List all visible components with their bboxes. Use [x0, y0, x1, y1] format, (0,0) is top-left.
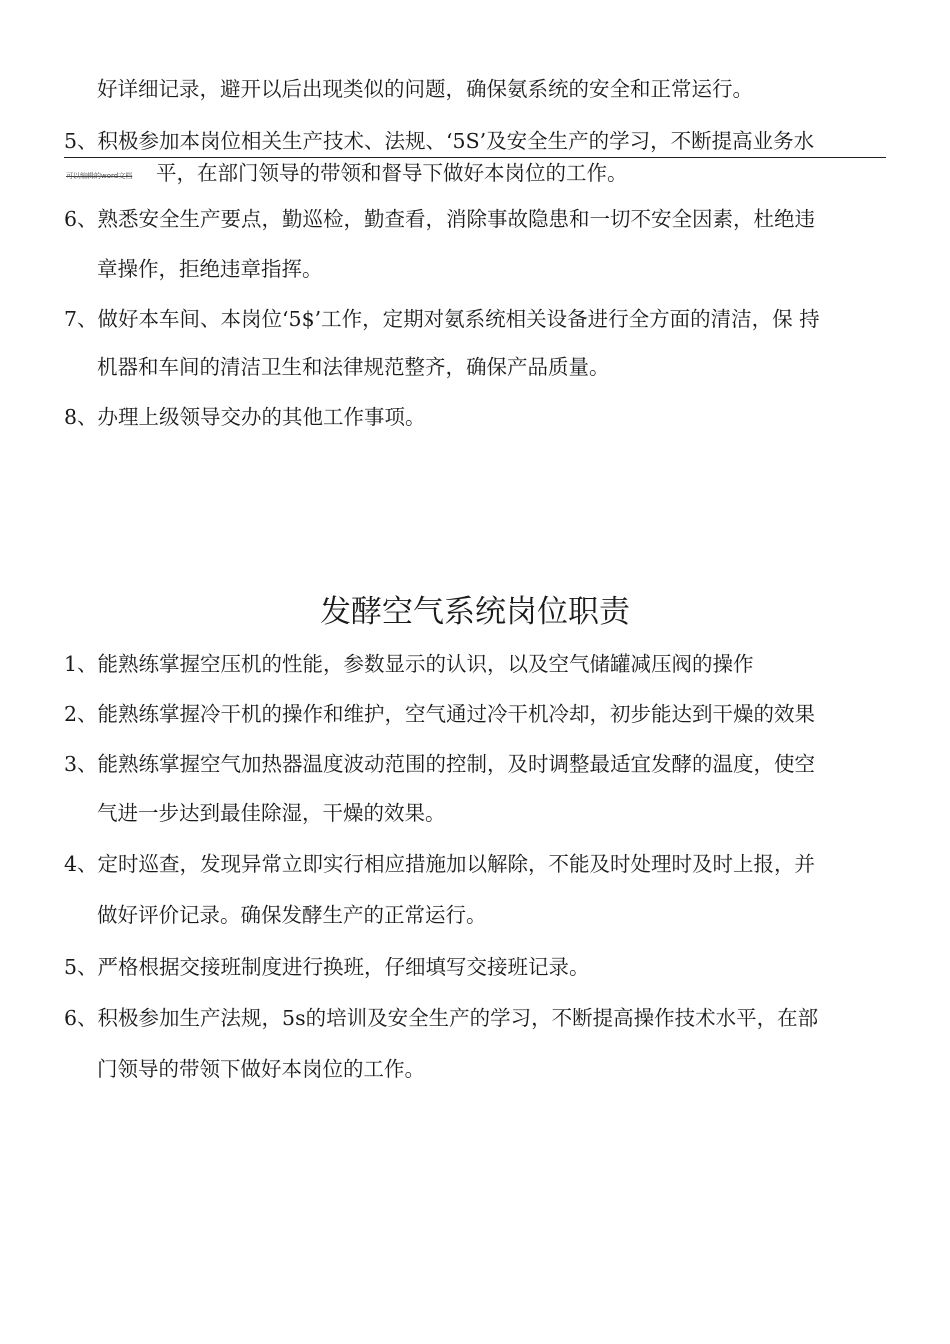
continuation-line: 好详细记录，避开以后出现类似的问题，确保氨系统的安全和正常运行。	[97, 77, 753, 101]
section-title: 发酵空气系统岗位职责	[320, 594, 630, 630]
list-item-5-line1: 5、积极参加本岗位相关生产技术、法规、‘5S’及安全生产的学习，不断提高业务水	[64, 129, 815, 153]
duty-item-6-line2: 门领导的带领下做好本岗位的工作。	[97, 1057, 425, 1081]
duty-item-3-line1: 3、能熟练掌握空气加热器温度波动范围的控制，及时调整最适宜发酵的温度，使空	[64, 752, 816, 776]
duty-item-2: 2、能熟练掌握冷干机的操作和维护，空气通过冷干机冷却，初步能达到干燥的效果	[64, 702, 816, 726]
duty-item-4-line1: 4、定时巡查，发现异常立即实行相应措施加以解除，不能及时处理时及时上报，并	[64, 852, 816, 876]
list-item-7-line1: 7、做好本车间、本岗位‘5$’工作，定期对氨系统相关设备进行全方面的清洁，保 持	[64, 307, 820, 331]
list-item-8-line1: 8、办理上级领导交办的其他工作事项。	[64, 405, 426, 429]
watermark-text: 可以编辑的word文档	[66, 172, 133, 180]
header-rule	[64, 157, 886, 158]
duty-item-1: 1、能熟练掌握空压机的性能，参数显示的认识，以及空气储罐减压阀的操作	[64, 652, 754, 676]
list-item-6-line1: 6、熟悉安全生产要点，勤巡检，勤查看，消除事故隐患和一切不安全因素，杜绝违	[64, 207, 816, 231]
duty-item-5: 5、严格根据交接班制度进行换班，仔细填写交接班记录。	[64, 955, 590, 979]
duty-item-3-line2: 气进一步达到最佳除湿，干燥的效果。	[97, 801, 446, 825]
duty-item-4-line2: 做好评价记录。确保发酵生产的正常运行。	[97, 903, 487, 927]
list-item-7-line2: 机器和车间的清洁卫生和法律规范整齐，确保产品质量。	[97, 355, 610, 379]
list-item-6-line2: 章操作，拒绝违章指挥。	[97, 257, 323, 281]
duty-item-6-line1: 6、积极参加生产法规，5s的培训及安全生产的学习，不断提高操作技术水平，在部	[64, 1006, 819, 1030]
list-item-5-line2: 平，在部门领导的带领和督导下做好本岗位的工作。	[156, 161, 628, 185]
